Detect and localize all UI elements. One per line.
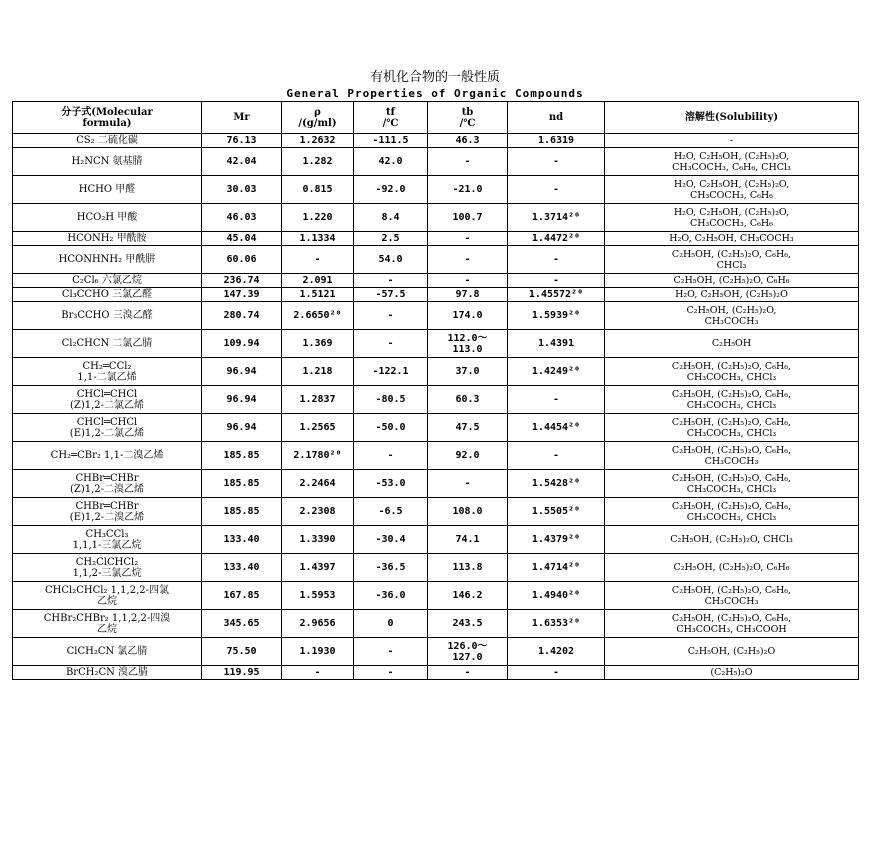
nd-cell: -	[508, 386, 605, 414]
solubility-cell: C₂H₅OH, (C₂H₅)₂O, C₆H₆	[605, 554, 859, 582]
tf-cell: -36.5	[354, 554, 428, 582]
formula-cell: CHBr═CHBr (E)1,2-二溴乙烯	[13, 498, 202, 526]
density-cell: 2.1780²⁰	[282, 442, 354, 470]
density-cell: 1.2565	[282, 414, 354, 442]
nd-cell: 1.6319	[508, 134, 605, 148]
table-row	[13, 288, 859, 302]
tf-cell: -57.5	[354, 288, 428, 302]
tb-cell: 126.0～ 127.0	[428, 638, 508, 666]
tf-cell: -30.4	[354, 526, 428, 554]
nd-cell: 1.4940²⁰	[508, 582, 605, 610]
formula-cell: Br₃CCHO 三溴乙醛	[13, 302, 202, 330]
formula-cell: CHCl═CHCl (E)1,2-二氯乙烯	[13, 414, 202, 442]
solubility-cell: C₂H₅OH, (C₂H₅)₂O	[605, 638, 859, 666]
mr-cell: 185.85	[202, 442, 282, 470]
solubility-cell: H₂O, C₂H₅OH, CH₃COCH₃	[605, 232, 859, 246]
formula-cell: HCO₂H 甲酸	[13, 204, 202, 232]
mr-cell: 147.39	[202, 288, 282, 302]
formula-cell: CS₂ 二硫化碳	[13, 134, 202, 148]
density-cell: 1.1930	[282, 638, 354, 666]
nd-cell: 1.4714²⁰	[508, 554, 605, 582]
solubility-cell: C₂H₅OH, (C₂H₅)₂O, C₆H₆, CH₃COCH₃	[605, 442, 859, 470]
formula-cell: Cl₃CCHO 三氯乙醛	[13, 288, 202, 302]
nd-cell: 1.5939²⁰	[508, 302, 605, 330]
table-row	[13, 274, 859, 288]
header-tb: tb /℃	[428, 102, 508, 134]
density-cell: 2.091	[282, 274, 354, 288]
solubility-cell: C₂H₅OH, (C₂H₅)₂O, C₆H₆, CH₃COCH₃, CHCl₃	[605, 386, 859, 414]
tb-cell: 92.0	[428, 442, 508, 470]
tb-cell: 146.2	[428, 582, 508, 610]
formula-cell: CHCl₂CHCl₂ 1,1,2,2-四氯 乙烷	[13, 582, 202, 610]
nd-cell: 1.4454²⁰	[508, 414, 605, 442]
mr-cell: 96.94	[202, 414, 282, 442]
tb-cell: -	[428, 470, 508, 498]
density-cell: 1.5121	[282, 288, 354, 302]
table-row	[13, 470, 859, 498]
formula-cell: HCHO 甲醛	[13, 176, 202, 204]
solubility-cell: C₂H₅OH, (C₂H₅)₂O, C₆H₆, CH₃COCH₃, CH₃COOH	[605, 610, 859, 638]
title-chinese: 有机化合物的一般性质	[369, 70, 500, 85]
tf-cell: -6.5	[354, 498, 428, 526]
formula-cell: H₂NCN 氨基腈	[13, 148, 202, 176]
table-row	[13, 358, 859, 386]
tb-cell: 108.0	[428, 498, 508, 526]
solubility-cell: C₂H₅OH, (C₂H₅)₂O, C₆H₆, CH₃COCH₃, CHCl₃	[605, 358, 859, 386]
formula-cell: BrCH₂CN 溴乙腈	[13, 666, 202, 680]
mr-cell: 345.65	[202, 610, 282, 638]
title-english: General Properties of Organic Compounds	[286, 87, 584, 100]
nd-cell: -	[508, 176, 605, 204]
header-formula: 分子式(Molecular formula)	[13, 102, 202, 134]
tf-cell: 54.0	[354, 246, 428, 274]
tf-cell: -122.1	[354, 358, 428, 386]
table-row	[13, 330, 859, 358]
formula-cell: CH₂═CBr₂ 1,1-二溴乙烯	[13, 442, 202, 470]
formula-cell: CH₂═CCl₂ 1,1-二氯乙烯	[13, 358, 202, 386]
table-row	[13, 526, 859, 554]
table-row	[13, 148, 859, 176]
nd-cell: -	[508, 148, 605, 176]
mr-cell: 280.74	[202, 302, 282, 330]
nd-cell: 1.4379²⁰	[508, 526, 605, 554]
solubility-cell: C₂H₅OH	[605, 330, 859, 358]
tf-cell: -92.0	[354, 176, 428, 204]
solubility-cell: C₂H₅OH, (C₂H₅)₂O, C₆H₆	[605, 274, 859, 288]
density-cell: 1.282	[282, 148, 354, 176]
formula-cell: Cl₂CHCN 二氯乙腈	[13, 330, 202, 358]
header-mr: Mr	[202, 102, 282, 134]
tb-cell: -	[428, 666, 508, 680]
tf-cell: -36.0	[354, 582, 428, 610]
formula-cell: CH₂ClCHCl₂ 1,1,2-三氯乙烷	[13, 554, 202, 582]
table-row	[13, 666, 859, 680]
solubility-cell: C₂H₅OH, (C₂H₅)₂O, C₆H₆, CH₃COCH₃, CHCl₃	[605, 414, 859, 442]
table-row	[13, 498, 859, 526]
nd-cell: 1.5428²⁰	[508, 470, 605, 498]
mr-cell: 133.40	[202, 526, 282, 554]
mr-cell: 109.94	[202, 330, 282, 358]
density-cell: 2.2308	[282, 498, 354, 526]
tf-cell: -	[354, 274, 428, 288]
solubility-cell: -	[605, 134, 859, 148]
tb-cell: -	[428, 274, 508, 288]
density-cell: 1.369	[282, 330, 354, 358]
tb-cell: -	[428, 148, 508, 176]
density-cell: 1.1334	[282, 232, 354, 246]
table-row	[13, 582, 859, 610]
mr-cell: 167.85	[202, 582, 282, 610]
tf-cell: -	[354, 302, 428, 330]
tb-cell: 97.8	[428, 288, 508, 302]
mr-cell: 60.06	[202, 246, 282, 274]
mr-cell: 96.94	[202, 386, 282, 414]
formula-cell: HCONH₂ 甲酰胺	[13, 232, 202, 246]
density-cell: 1.5953	[282, 582, 354, 610]
formula-cell: ClCH₂CN 氯乙腈	[13, 638, 202, 666]
tb-cell: -21.0	[428, 176, 508, 204]
table-row	[13, 134, 859, 148]
density-cell: 2.9656	[282, 610, 354, 638]
solubility-cell: H₂O, C₂H₅OH, (C₂H₅)₂O	[605, 288, 859, 302]
header-solubility: 溶解性(Solubility)	[605, 102, 859, 134]
formula-cell: CHBr═CHBr (Z)1,2-二溴乙烯	[13, 470, 202, 498]
header-density: ρ /(g/ml)	[282, 102, 354, 134]
nd-cell: -	[508, 442, 605, 470]
mr-cell: 75.50	[202, 638, 282, 666]
mr-cell: 96.94	[202, 358, 282, 386]
solubility-cell: C₂H₅OH, (C₂H₅)₂O, C₆H₆, CH₃COCH₃, CHCl₃	[605, 498, 859, 526]
solubility-cell: H₂O, C₂H₅OH, (C₂H₅)₂O, CH₃COCH₃, C₆H₆	[605, 176, 859, 204]
tb-cell: 60.3	[428, 386, 508, 414]
nd-cell: 1.3714²⁰	[508, 204, 605, 232]
table-row	[13, 638, 859, 666]
tf-cell: 42.0	[354, 148, 428, 176]
nd-cell: 1.6353²⁰	[508, 610, 605, 638]
solubility-cell: H₂O, C₂H₅OH, (C₂H₅)₂O, CH₃COCH₃, C₆H₆	[605, 204, 859, 232]
tb-cell: 174.0	[428, 302, 508, 330]
properties-table	[12, 101, 859, 680]
tf-cell: -53.0	[354, 470, 428, 498]
nd-cell: 1.4249²⁰	[508, 358, 605, 386]
tf-cell: -	[354, 330, 428, 358]
density-cell: 1.218	[282, 358, 354, 386]
table-row	[13, 414, 859, 442]
solubility-cell: H₂O, C₂H₅OH, (C₂H₅)₂O, CH₃COCH₃, C₆H₆, CHCl₃	[605, 148, 859, 176]
density-cell: 1.220	[282, 204, 354, 232]
nd-cell: 1.4202	[508, 638, 605, 666]
tb-cell: 46.3	[428, 134, 508, 148]
formula-cell: CHBr₂CHBr₂ 1,1,2,2-四溴 乙烷	[13, 610, 202, 638]
tf-cell: 2.5	[354, 232, 428, 246]
solubility-cell: C₂H₅OH, (C₂H₅)₂O, C₆H₆, CH₃COCH₃, CHCl₃	[605, 470, 859, 498]
nd-cell: 1.45572²⁰	[508, 288, 605, 302]
tf-cell: -50.0	[354, 414, 428, 442]
tb-cell: 74.1	[428, 526, 508, 554]
density-cell: 1.3390	[282, 526, 354, 554]
mr-cell: 30.03	[202, 176, 282, 204]
solubility-cell: C₂H₅OH, (C₂H₅)₂O, C₆H₆, CHCl₃	[605, 246, 859, 274]
mr-cell: 133.40	[202, 554, 282, 582]
tf-cell: -	[354, 666, 428, 680]
tb-cell: 47.5	[428, 414, 508, 442]
mr-cell: 45.04	[202, 232, 282, 246]
formula-cell: CH₃CCl₃ 1,1,1-三氯乙烷	[13, 526, 202, 554]
table-row	[13, 554, 859, 582]
tb-cell: 100.7	[428, 204, 508, 232]
table-row	[13, 386, 859, 414]
table-row	[13, 246, 859, 274]
tb-cell: 37.0	[428, 358, 508, 386]
density-cell: 1.2632	[282, 134, 354, 148]
solubility-cell: C₂H₅OH, (C₂H₅)₂O, CH₃COCH₃	[605, 302, 859, 330]
header-nd: nd	[508, 102, 605, 134]
density-cell: -	[282, 666, 354, 680]
mr-cell: 185.85	[202, 498, 282, 526]
formula-cell: CHCl═CHCl (Z)1,2-二氯乙烯	[13, 386, 202, 414]
nd-cell: -	[508, 666, 605, 680]
table-row	[13, 442, 859, 470]
table-row	[13, 610, 859, 638]
density-cell: 1.4397	[282, 554, 354, 582]
density-cell: 2.2464	[282, 470, 354, 498]
tf-cell: 8.4	[354, 204, 428, 232]
tb-cell: -	[428, 246, 508, 274]
header-tf: tf /℃	[354, 102, 428, 134]
tb-cell: -	[428, 232, 508, 246]
tf-cell: -80.5	[354, 386, 428, 414]
nd-cell: -	[508, 246, 605, 274]
solubility-cell: C₂H₅OH, (C₂H₅)₂O, CHCl₃	[605, 526, 859, 554]
nd-cell: 1.4391	[508, 330, 605, 358]
tb-cell: 243.5	[428, 610, 508, 638]
tf-cell: -111.5	[354, 134, 428, 148]
tb-cell: 112.0～ 113.0	[428, 330, 508, 358]
solubility-cell: C₂H₅OH, (C₂H₅)₂O, C₆H₆, CH₃COCH₃	[605, 582, 859, 610]
tb-cell: 113.8	[428, 554, 508, 582]
table-body	[13, 134, 859, 680]
solubility-cell: (C₂H₅)₂O	[605, 666, 859, 680]
formula-cell: HCONHNH₂ 甲酰肼	[13, 246, 202, 274]
table-row	[13, 232, 859, 246]
table-row	[13, 176, 859, 204]
tf-cell: -	[354, 442, 428, 470]
mr-cell: 119.95	[202, 666, 282, 680]
formula-cell: C₂Cl₆ 六氯乙烷	[13, 274, 202, 288]
nd-cell: 1.5505²⁰	[508, 498, 605, 526]
header-row	[13, 102, 859, 134]
tf-cell: -	[354, 638, 428, 666]
mr-cell: 76.13	[202, 134, 282, 148]
density-cell: 2.6650²⁰	[282, 302, 354, 330]
nd-cell: -	[508, 274, 605, 288]
table-row	[13, 204, 859, 232]
nd-cell: 1.4472²⁰	[508, 232, 605, 246]
tf-cell: 0	[354, 610, 428, 638]
density-cell: -	[282, 246, 354, 274]
table-row	[13, 302, 859, 330]
mr-cell: 42.04	[202, 148, 282, 176]
mr-cell: 185.85	[202, 470, 282, 498]
density-cell: 1.2837	[282, 386, 354, 414]
density-cell: 0.815	[282, 176, 354, 204]
mr-cell: 236.74	[202, 274, 282, 288]
mr-cell: 46.03	[202, 204, 282, 232]
